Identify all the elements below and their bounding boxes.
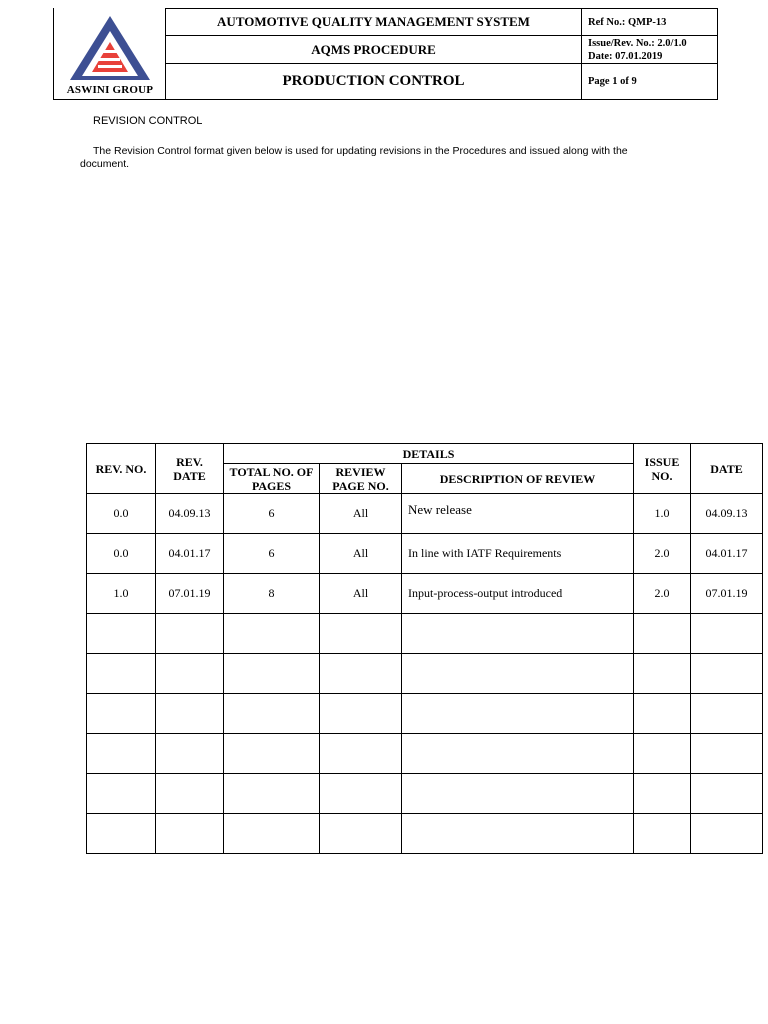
header-description: DESCRIPTION OF REVIEW: [402, 464, 634, 494]
cell-total-pages: [224, 614, 320, 654]
cell-issue-no: 1.0: [634, 494, 691, 534]
cell-total-pages: 6: [224, 534, 320, 574]
cell-rev-no: [87, 614, 156, 654]
cell-description: Input-process-output introduced: [402, 574, 634, 614]
logo-cell: [53, 8, 165, 100]
revision-table-body: [87, 494, 763, 854]
cell-rev-date: 04.01.17: [156, 534, 224, 574]
header-date: DATE: [691, 444, 763, 494]
procedure-title: AQMS PROCEDURE: [166, 36, 582, 64]
cell-review-page: All: [320, 534, 402, 574]
cell-rev-date: [156, 814, 224, 854]
header-rev-date: REV. DATE: [156, 444, 224, 494]
cell-description: [402, 614, 634, 654]
cell-review-page: [320, 734, 402, 774]
cell-review-page: All: [320, 494, 402, 534]
cell-rev-date: [156, 654, 224, 694]
cell-rev-no: 1.0: [87, 574, 156, 614]
cell-review-page: All: [320, 574, 402, 614]
ref-number: Ref No.: QMP-13: [582, 9, 718, 36]
empty-table-row: [87, 774, 763, 814]
cell-review-page: [320, 774, 402, 814]
cell-rev-no: [87, 814, 156, 854]
cell-description: In line with IATF Requirements: [402, 534, 634, 574]
cell-total-pages: [224, 774, 320, 814]
cell-rev-no: [87, 734, 156, 774]
cell-description: New release: [402, 494, 634, 534]
document-header-table: [165, 8, 718, 100]
intro-paragraph: The Revision Control format given below is used for updating revisions in the Procedures and issued along with the document.: [80, 145, 628, 170]
cell-rev-no: 0.0: [87, 494, 156, 534]
table-row: [87, 574, 763, 614]
cell-description: [402, 774, 634, 814]
cell-date: [691, 614, 763, 654]
cell-review-page: [320, 814, 402, 854]
revision-control-table: [86, 443, 763, 854]
document-title: PRODUCTION CONTROL: [166, 64, 582, 100]
company-name: ASWINI GROUP: [66, 84, 154, 96]
cell-date: 07.01.19: [691, 574, 763, 614]
cell-rev-date: [156, 694, 224, 734]
issue-date: Date: 07.01.2019: [588, 50, 663, 62]
system-title: AUTOMOTIVE QUALITY MANAGEMENT SYSTEM: [166, 9, 582, 36]
aswini-logo-icon: [68, 14, 152, 82]
cell-description: [402, 694, 634, 734]
cell-total-pages: 6: [224, 494, 320, 534]
page-number: Page 1 of 9: [582, 64, 718, 100]
cell-rev-date: 04.09.13: [156, 494, 224, 534]
cell-issue-no: [634, 814, 691, 854]
section-title: REVISION CONTROL: [93, 115, 203, 127]
cell-issue-no: [634, 774, 691, 814]
header-details: DETAILS: [224, 444, 634, 464]
header-rev-no: REV. NO.: [87, 444, 156, 494]
cell-total-pages: [224, 814, 320, 854]
empty-table-row: [87, 734, 763, 774]
cell-review-page: [320, 614, 402, 654]
cell-rev-date: 07.01.19: [156, 574, 224, 614]
issue-date-cell: [582, 36, 718, 64]
cell-issue-no: 2.0: [634, 534, 691, 574]
cell-total-pages: [224, 654, 320, 694]
cell-rev-date: [156, 774, 224, 814]
cell-review-page: [320, 694, 402, 734]
cell-date: [691, 814, 763, 854]
cell-total-pages: [224, 734, 320, 774]
header-total-pages: TOTAL NO. OF PAGES: [224, 464, 320, 494]
table-row: [87, 494, 763, 534]
cell-rev-no: [87, 774, 156, 814]
empty-table-row: [87, 694, 763, 734]
header-issue-no: ISSUE NO.: [634, 444, 691, 494]
cell-total-pages: [224, 694, 320, 734]
issue-rev-number: Issue/Rev. No.: 2.0/1.0: [588, 37, 687, 49]
cell-date: [691, 774, 763, 814]
cell-issue-no: [634, 614, 691, 654]
cell-date: 04.09.13: [691, 494, 763, 534]
cell-date: [691, 694, 763, 734]
cell-description: [402, 814, 634, 854]
empty-table-row: [87, 814, 763, 854]
cell-issue-no: [634, 734, 691, 774]
empty-table-row: [87, 654, 763, 694]
cell-date: [691, 654, 763, 694]
empty-table-row: [87, 614, 763, 654]
cell-rev-no: 0.0: [87, 534, 156, 574]
cell-description: [402, 654, 634, 694]
cell-date: 04.01.17: [691, 534, 763, 574]
cell-description: [402, 734, 634, 774]
cell-rev-no: [87, 654, 156, 694]
cell-total-pages: 8: [224, 574, 320, 614]
cell-issue-no: 2.0: [634, 574, 691, 614]
header-review-page: REVIEW PAGE NO.: [320, 464, 402, 494]
cell-review-page: [320, 654, 402, 694]
cell-rev-date: [156, 614, 224, 654]
cell-rev-no: [87, 694, 156, 734]
cell-rev-date: [156, 734, 224, 774]
cell-issue-no: [634, 694, 691, 734]
cell-date: [691, 734, 763, 774]
table-row: [87, 534, 763, 574]
cell-issue-no: [634, 654, 691, 694]
